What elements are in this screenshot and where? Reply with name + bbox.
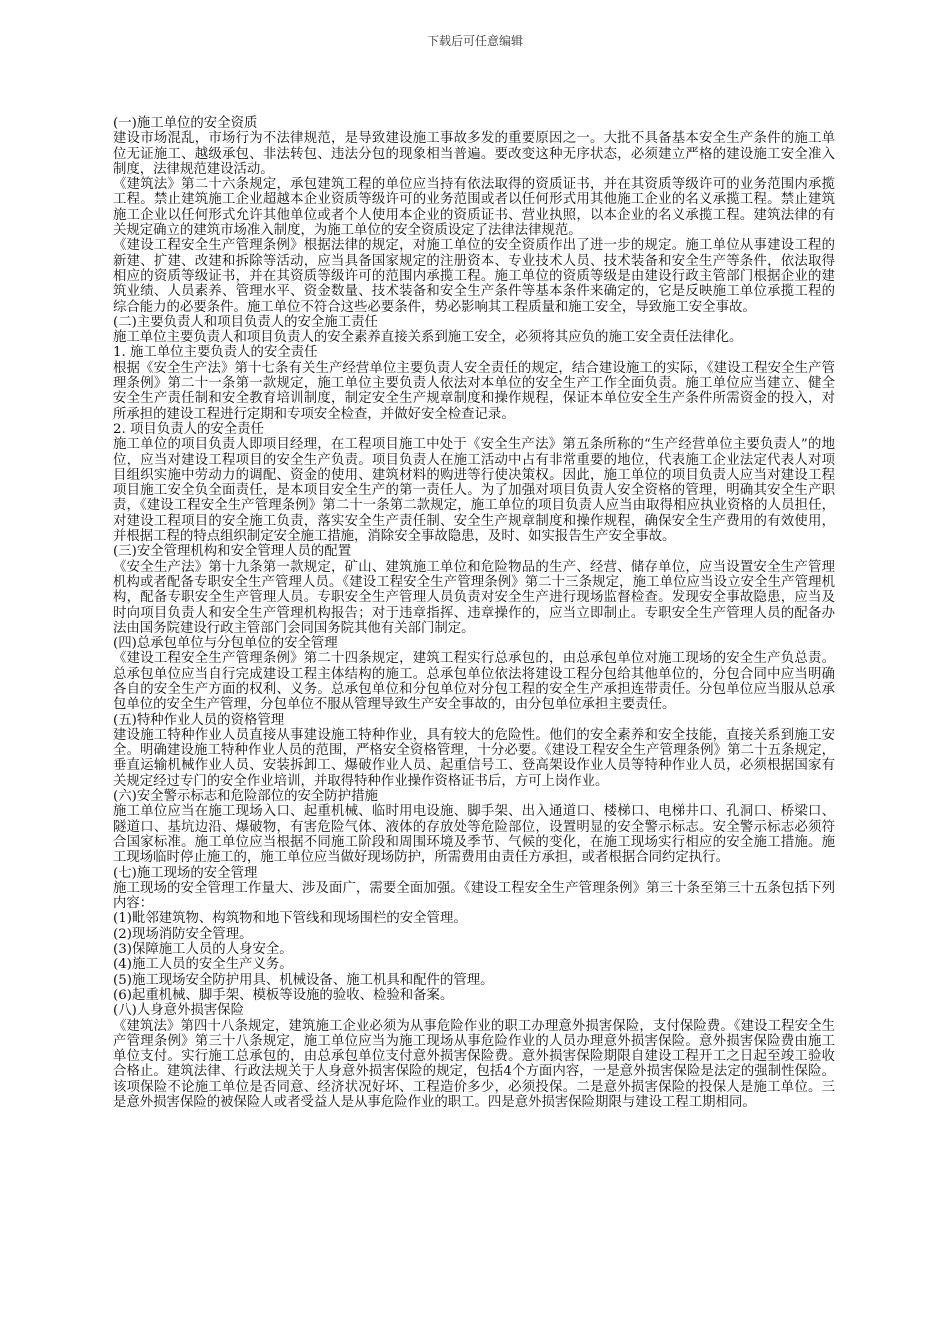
section-heading: (二)主要负责人和项目负责人的安全施工责任 [113, 314, 378, 330]
section-heading: 2. 项目负责人的安全责任 [113, 421, 264, 437]
list-item: (1)毗邻建筑物、构筑物和地下管线和现场围栏的安全管理。 [113, 911, 467, 927]
paragraph: 施工单位主要负责人和项目负责人的安全素养直接关系到施工安全，必须将其应负的施工安全责任法律化。 [113, 330, 743, 346]
paragraph: 《建设工程安全生产管理条例》第二十四条规定，建筑工程实行总承包的，由总承包单位对施工现场的安全生产负总责。总承包单位应当自行完成建设工程主体结构的施工。总承包单位依法将建设工程分包给其他单位的，分包合同中应当明确各自的安全生产方面的权利、义务。总承包单位和分包单位对分包工程的安全生产承担连带责任。分包单位应当服从总承包单位的安全生产管理，分包单位不服从管理导致生产安全事故的，由分包单位承担主要责任。 [113, 651, 835, 713]
list-item: (2)现场消防安全管理。 [113, 926, 253, 942]
document-body [113, 116, 835, 1110]
section-heading: (六)安全警示标志和危险部位的安全防护措施 [113, 789, 378, 805]
section-heading: (四)总承包单位与分包单位的安全管理 [113, 636, 338, 652]
section-heading: 1. 施工单位主要负责人的安全责任 [113, 345, 318, 361]
section-heading: (五)特种作业人员的资格管理 [113, 712, 285, 728]
list-item: (3)保障施工人员的人身安全。 [113, 942, 293, 958]
paragraph: 《安全生产法》第十九条第一款规定，矿山、建筑施工单位和危险物品的生产、经营、储存单位，应当设置安全生产管理机构或者配备专职安全生产管理人员。《建设工程安全生产管理条例》第二十三条规定，施工单位应当设立安全生产管理机构，配备专职安全生产管理人员。专职安全生产管理人员负责对安全生产进行现场监督检查。发现安全事故隐患，应当及时向项目负责人和安全生产管理机构报告；对于违章指挥、违章操作的，应当立即制止。专职安全生产管理人员的配备办法由国务院建设行政主管部门会同国务院其他有关部门制定。 [113, 559, 835, 636]
paragraph: 施工单位应当在施工现场入口、起重机械、临时用电设施、脚手架、出入通道口、楼梯口、电梯井口、孔洞口、桥梁口、隧道口、基坑边沿、爆破物，有害危险气体、液体的存放处等危险部位，设置明显的安全警示标志。安全警示标志必须符合国家标准。施工单位应当根据不同施工阶段和周围环境及季节、气候的变化，在施工现场实行相应的安全施工措施。施工现场临时停止施工的，施工单位应当做好现场防护，所需费用由责任方承担，或者根据合同约定执行。 [113, 804, 835, 866]
paragraph: 《建筑法》第二十六条规定，承包建筑工程的单位应当持有依法取得的资质证书，并在其资质等级许可的业务范围内承揽工程。禁止建筑施工企业超越本企业资质等级许可的业务范围或者以任何形式用其他施工企业的名义承揽工程。禁止建筑施工企业以任何形式允许其他单位或者个人使用本企业的资质证书、营业执照，以本企业的名义承揽工程。建筑法律的有关规定确立的建筑市场准入制度，为施工单位的安全资质设定了法律法律规范。 [113, 177, 835, 239]
page-header: 下载后可任意编辑 [426, 34, 523, 48]
paragraph: 《建筑法》第四十八条规定，建筑施工企业必须为从事危险作业的职工办理意外损害保险，支付保险费。《建设工程安全生产管理条例》第三十八条规定，施工单位应当为施工现场从事危险作业的人员办理意外损害保险。意外损害保险费由施工单位支付。实行施工总承包的，由总承包单位支付意外损害保险费。意外损害保险期限自建设工程开工之日起至竣工验收合格止。建筑法律、行政法规关于人身意外损害保险的规定，包括4个方面内容，一是意外损害保险是法定的强制性保险。该项保险不论施工单位是否同意、经济状况好坏、工程造价多少，必须投保。二是意外损害保险的投保人是施工单位。三是意外损害保险的被保险人或者受益人是从事危险作业的职工。四是意外损害保险期限与建设工程工期相同。 [113, 1018, 835, 1110]
section-heading: (三)安全管理机构和安全管理人员的配置 [113, 544, 352, 560]
section-heading: (八)人身意外损害保险 [113, 1003, 244, 1019]
paragraph: 《建设工程安全生产管理条例》根据法律的规定，对施工单位的安全资质作出了进一步的规定。施工单位从事建设工程的新建、扩建、改建和拆除等活动，应当具备国家规定的注册资本、专业技术人员、技术装备和安全生产等条件，依法取得相应的资质等级证书，并在其资质等级许可的范围内承揽工程。施工单位的资质等级是由建设行政主管部门根据企业的建筑业绩、人员素养、管理水平、资金数量、技术装备和安全生产条件等基本条件来确定的，它是反映施工单位承揽工程的综合能力的必要条件。施工单位不符合这些必要条件，势必影响其工程质量和施工安全，导致施工安全事故。 [113, 238, 835, 315]
section-heading: (七)施工现场的安全管理 [113, 865, 258, 881]
paragraph: 建设市场混乱，市场行为不法律规范，是导致建设施工事故多发的重要原因之一。大批不具备基本安全生产条件的施工单位无证施工、越级承包、非法转包、违法分包的现象相当普遍。要改变这种无序状态，必须建立严格的建设施工安全准入制度，法律规范建设活动。 [113, 131, 835, 177]
paragraph: 施工单位的项目负责人即项目经理，在工程项目施工中处于《安全生产法》第五条所称的“生产经营单位主要负责人”的地位，应当对建设工程项目的安全生产负责。项目负责人在施工活动中占有非常重要的地位，代表施工企业法定代表人对项目组织实施中劳动力的调配、资金的使用、建筑材料的购进等行使决策权。因此，施工单位的项目负责人应当对建设工程项目施工安全负全面责任，是本项目安全生产的第一责任人。为了加强对项目负责人安全资格的管理，明确其安全生产职责，《建设工程安全生产管理条例》第二十一条第二款规定，施工单位的项目负责人应当由取得相应执业资格的人员担任，对建设工程项目的安全施工负责，落实安全生产责任制、安全生产规章制度和操作规程，确保安全生产费用的有效使用，并根据工程的特点组织制定安全施工措施，消除安全事故隐患，及时、如实报告生产安全事故。 [113, 437, 835, 545]
paragraph: 建设施工特种作业人员直接从事建设施工特种作业，具有较大的危险性。他们的安全素养和安全技能，直接关系到施工安全。明确建设施工特种作业人员的范围，严格安全资格管理，十分必要。《建设工程安全生产管理条例》第二十五条规定，垂直运输机械作业人员、安装拆卸工、爆破作业人员、起重信号工、登高架设作业人员等特种作业人员，必须根据国家有关规定经过专门的安全作业培训，并取得特种作业操作资格证书后，方可上岗作业。 [113, 727, 835, 789]
list-item: (6)起重机械、脚手架、模板等设施的验收、检验和备案。 [113, 987, 454, 1003]
list-item: (5)施工现场安全防护用具、机械设备、施工机具和配件的管理。 [113, 972, 494, 988]
list-item: (4)施工人员的安全生产义务。 [113, 957, 293, 973]
section-heading: (一)施工单位的安全资质 [113, 116, 258, 131]
paragraph: 根据《安全生产法》第十七条有关生产经营单位主要负责人安全责任的规定，结合建设施工的实际，《建设工程安全生产管理条例》第二十一条第一款规定，施工单位主要负责人依法对本单位的安全生产工作全面负责。施工单位应当建立、健全安全生产责任制和安全教育培训制度，制定安全生产规章制度和操作规程，保证本单位安全生产条件所需资金的投入，对所承担的建设工程进行定期和专项安全检查，并做好安全检查记录。 [113, 360, 835, 422]
paragraph: 施工现场的安全管理工作量大、涉及面广，需要全面加强。《建设工程安全生产管理条例》第三十条至第三十五条包括下列内容： [113, 880, 835, 912]
